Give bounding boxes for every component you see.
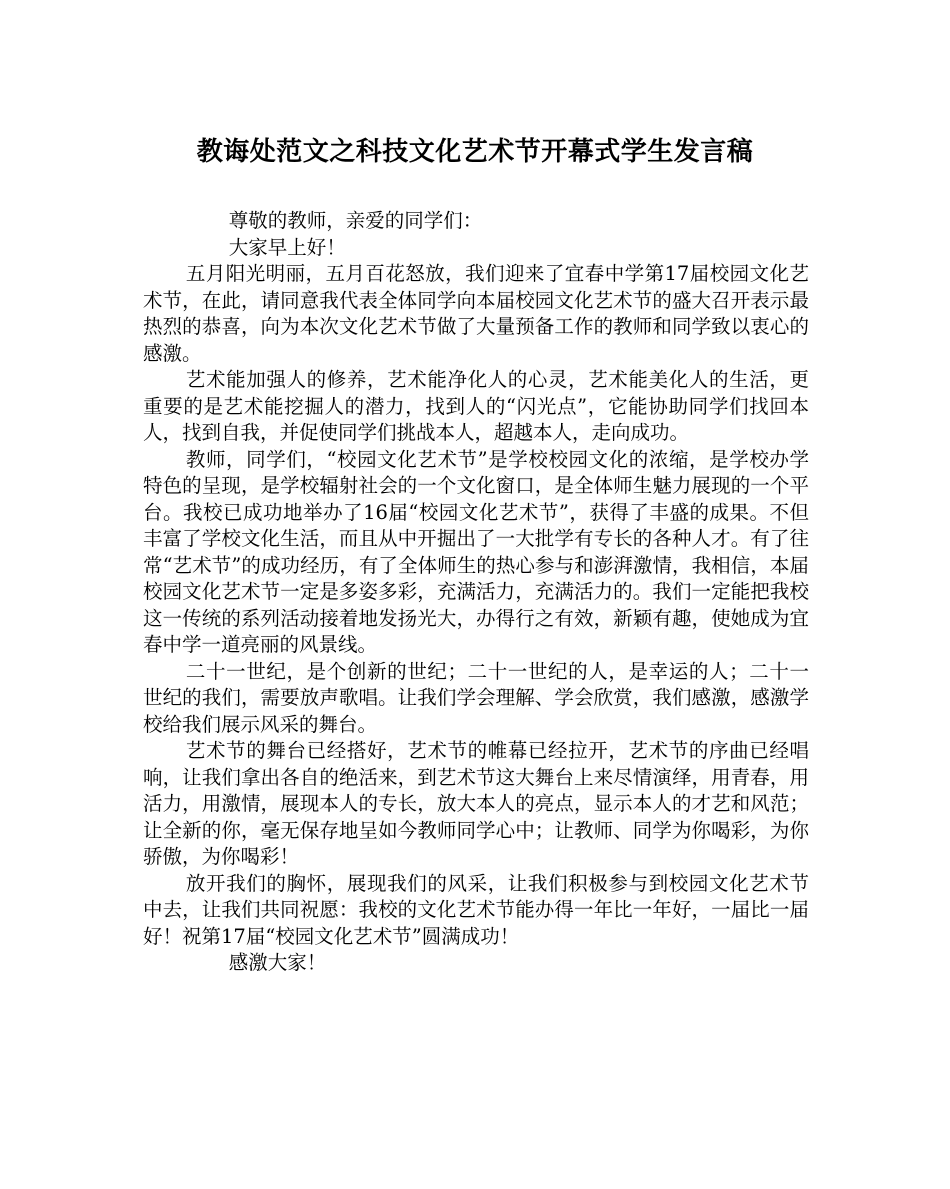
closing: 感激大家！	[228, 951, 327, 974]
paragraph: 五月阳光明丽，五月百花怒放，我们迎来了宜春中学第17届校园文化艺术节，在此，请同意我代表全体同学向本届校园文化艺术节的盛大召开表示最热烈的恭喜，向为本次文化艺术节做了大量预备工作的教师和同学致以衷心的感激。	[143, 262, 809, 365]
document-body	[143, 208, 809, 977]
paragraph: 艺术能加强人的修养，艺术能净化人的心灵，艺术能美化人的生活，更重要的是艺术能挖掘人的潜力，找到人的“闪光点”，它能协助同学们找回本人，找到自我，并促使同学们挑战本人，超越本人，走向成功。	[143, 368, 809, 444]
greeting: 大家早上好！	[228, 235, 346, 259]
paragraph: 艺术节的舞台已经搭好，艺术节的帷幕已经拉开，艺术节的序曲已经唱响，让我们拿出各自的绝活来，到艺术节这大舞台上来尽情演绎，用青春，用活力，用激情，展现本人的专长，放大本人的亮点，显示本人的才艺和风范；让全新的你，毫无保存地呈如今教师同学心中；让教师、同学为你喝彩，为你骄傲，为你喝彩！	[143, 739, 809, 868]
document-title: 教诲处范文之科技文化艺术节开幕式学生发言稿	[196, 137, 754, 167]
salutation: 尊敬的教师，亲爱的同学们：	[228, 209, 483, 232]
paragraph: 教师，同学们，“校园文化艺术节”是学校校园文化的浓缩，是学校办学特色的呈现，是学校辐射社会的一个文化窗口，是全体师生魅力展现的一个平台。我校已成功地举办了16届“校园文化艺术节”，获得了丰盛的成果。不但丰富了学校文化生活，而且从中开掘出了一大批学有专长的各种人才。有了往常“艺术节”的成功经历，有了全体师生的热心参与和澎湃激情，我相信，本届校园文化艺术节一定是多姿多彩，充满活力，充满活力的。我们一定能把我校这一传统的系列活动接着地发扬光大，办得行之有效，新颖有趣，使她成为宜春中学一道亮丽的风景线。	[143, 447, 809, 656]
paragraph: 二十一世纪，是个创新的世纪；二十一世纪的人，是幸运的人；二十一世纪的我们，需要放声歌唱。让我们学会理解、学会欣赏，我们感激，感激学校给我们展示风采的舞台。	[143, 659, 809, 736]
paragraph: 放开我们的胸怀，展现我们的风采，让我们积极参与到校园文化艺术节中去，让我们共同祝愿：我校的文化艺术节能办得一年比一年好，一届比一届好！祝第17届“校园文化艺术节”圆满成功！	[143, 871, 809, 948]
